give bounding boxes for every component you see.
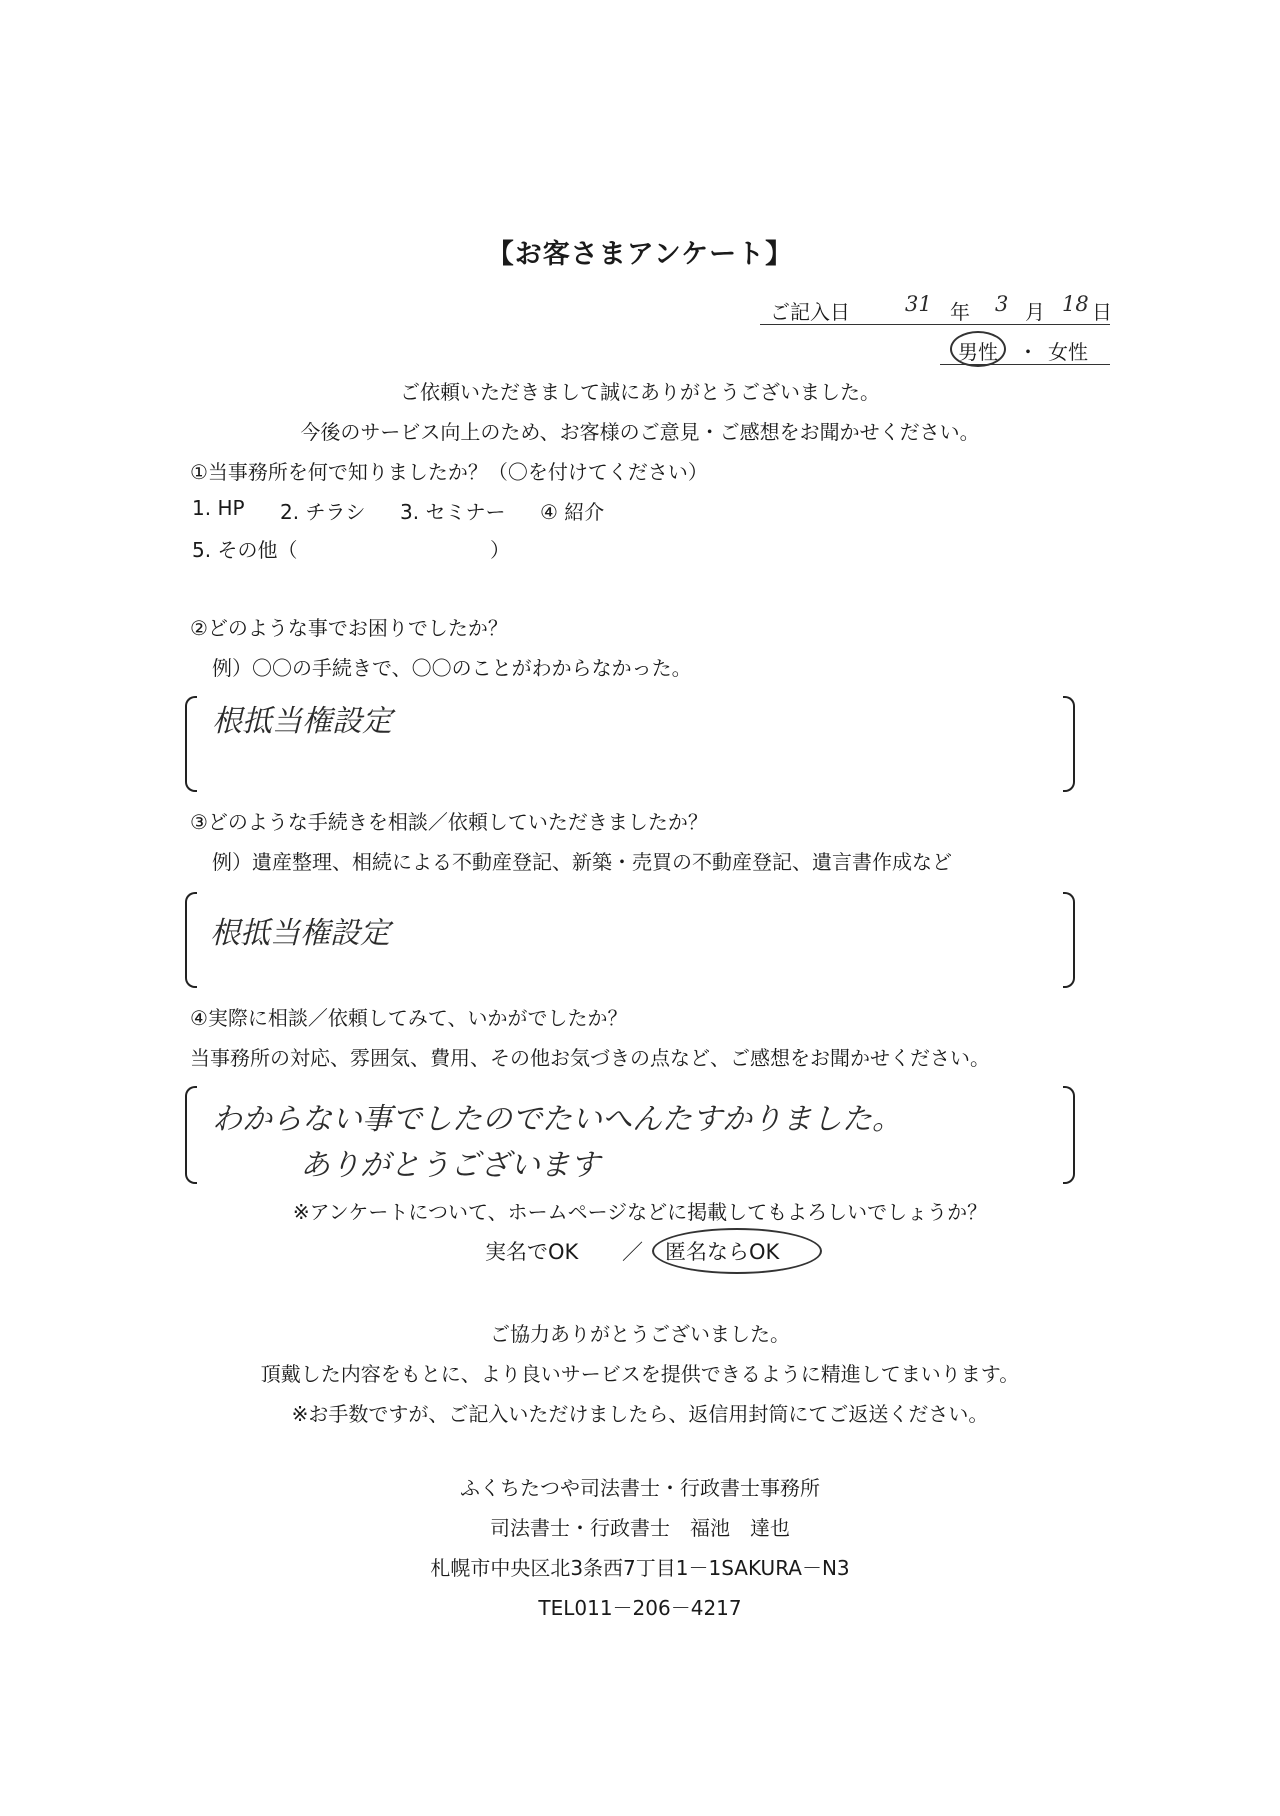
consent-option-anonymous: 匿名ならOK [665, 1240, 780, 1264]
q2-bracket-left [185, 696, 197, 792]
gender-selected-circle [950, 331, 1006, 367]
closing-line-2: 頂戴した内容をもとに、より良いサービスを提供できるように精進してまいります。 [260, 1362, 1020, 1386]
consent-option-real-name: 実名でOK [485, 1240, 579, 1264]
page-title: 【お客さまアンケート】 [486, 239, 794, 270]
date-year-label: 年 [950, 300, 970, 324]
q4-question: ④実際に相談／依頼してみて、いかがでしたか？ [190, 1006, 628, 1030]
q2-bracket-right [1063, 696, 1075, 792]
date-underline [760, 324, 1110, 325]
q2-example: 例）〇〇の手続きで、〇〇のことがわからなかった。 [212, 656, 692, 680]
gender-separator: ・ [1018, 340, 1038, 364]
closing-line-1: ご協力ありがとうございました。 [490, 1322, 790, 1346]
q3-bracket-right [1063, 892, 1075, 988]
date-day-label: 日 [1092, 300, 1112, 324]
q1-question: ①当事務所を何で知りましたか？（〇を付けてください） [190, 460, 708, 484]
date-year-value: 31 [905, 292, 932, 316]
date-month-value: 3 [995, 292, 1009, 316]
q4-answer-line-2: ありがとうございます [300, 1148, 600, 1183]
q4-bracket-right [1063, 1086, 1075, 1184]
q1-option-referral: ④ 紹介 [540, 500, 605, 524]
gender-female: 女性 [1048, 340, 1088, 364]
gender-male: 男性 [958, 340, 998, 364]
closing-line-3: ※お手数ですが、ご記入いただけましたら、返信用封筒にてご返送ください。 [291, 1402, 989, 1426]
q4-bracket-left [185, 1086, 197, 1184]
office-address: 札幌市中央区北3条西7丁目1－1SAKURA－N3 [430, 1556, 850, 1580]
office-name: ふくちたつや司法書士・行政書士事務所 [460, 1476, 820, 1500]
q1-option-other-close: ） [490, 538, 510, 562]
q1-option-hp: 1. HP [192, 496, 245, 520]
q2-question: ②どのような事でお困りでしたか？ [190, 616, 508, 640]
office-tel: TEL011－206－4217 [538, 1596, 742, 1620]
intro-line-1: ご依頼いただきまして誠にありがとうございました。 [400, 380, 880, 404]
date-day-value: 18 [1062, 292, 1089, 316]
q2-answer: 根抵当権設定 [212, 704, 392, 739]
intro-line-2: 今後のサービス向上のため、お客様のご意見・ご感想をお聞かせください。 [300, 420, 980, 444]
office-representative: 司法書士・行政書士 福池 達也 [490, 1516, 790, 1540]
gender-underline [940, 364, 1110, 365]
date-month-label: 月 [1025, 300, 1045, 324]
q3-example: 例）遺産整理、相続による不動産登記、新築・売買の不動産登記、遺言書作成など [212, 850, 952, 874]
q4-prompt: 当事務所の対応、雰囲気、費用、その他お気づきの点など、ご感想をお聞かせください。 [190, 1046, 990, 1070]
q1-option-other: 5. その他（ [192, 538, 298, 562]
q3-question: ③どのような手続きを相談／依頼していただきましたか？ [190, 810, 708, 834]
consent-question: ※アンケートについて、ホームページなどに掲載してもよろしいでしょうか？ [292, 1200, 988, 1224]
q3-bracket-left [185, 892, 197, 988]
q1-option-seminar: 3. セミナー [400, 500, 506, 524]
consent-separator: ／ [622, 1240, 643, 1264]
date-label: ご記入日 [770, 300, 850, 324]
consent-selected-circle [652, 1228, 822, 1274]
q4-answer-line-1: わからない事でしたのでたいへんたすかりました。 [212, 1102, 902, 1137]
q3-answer: 根抵当権設定 [210, 916, 390, 951]
q1-option-flyer: 2. チラシ [280, 500, 366, 524]
